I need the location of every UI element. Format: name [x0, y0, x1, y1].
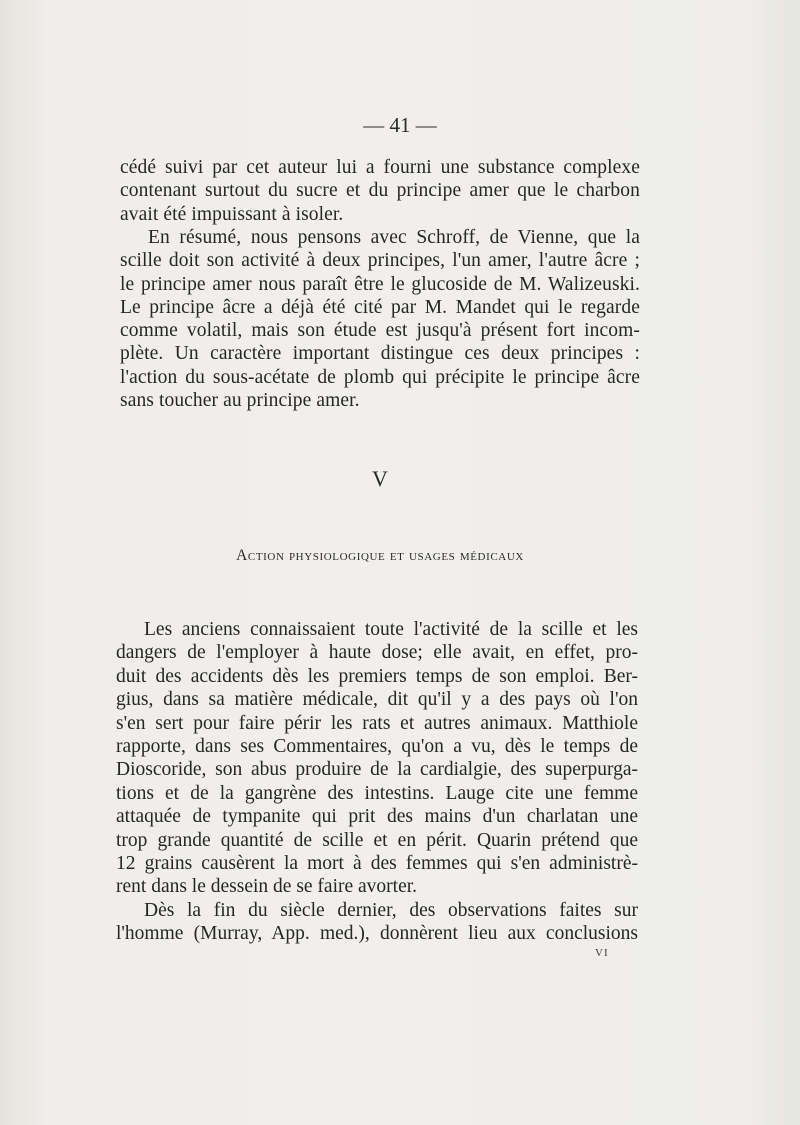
text-line: dangers de l'employer à haute dose; elle avait, en effet, pro-	[116, 642, 638, 664]
text-line: duit des accidents dès les premiers temps de son emploi. Ber-	[116, 665, 638, 687]
text-line: scille doit son activité à deux principes, l'un amer, l'autre âcre ;	[120, 250, 640, 272]
section-title: Action physiologique et usages médicaux	[236, 547, 524, 564]
text-line: 12 grains causèrent la mort à des femmes qui s'en administrè-	[116, 852, 638, 874]
signature-mark: VI	[595, 947, 609, 959]
text-line: attaquée de tympanite qui prit des mains d'un charlatan une	[116, 806, 638, 828]
text-line: tions et de la gangrène des intestins. Lauge cite une femme	[116, 782, 638, 804]
body-text	[116, 618, 638, 945]
text-line: le principe amer nous paraît être le glucoside de M. Walizeuski.	[120, 273, 640, 295]
text-line: cédé suivi par cet auteur lui a fourni une substance complexe	[120, 157, 640, 178]
text-line: Le principe âcre a déjà été cité par M. Mandet qui le regarde	[120, 296, 640, 318]
text-line: comme volatil, mais son étude est jusqu'à présent fort incom-	[120, 320, 640, 342]
text-line: gius, dans sa matière médicale, dit qu'il y a des pays où l'on	[116, 689, 638, 711]
text-line: sans toucher au principe amer.	[120, 390, 360, 412]
summary-paragraph	[120, 226, 640, 412]
text-line: rapporte, dans ses Commentaires, qu'on a vu, dès le temps de	[116, 735, 638, 757]
text-line: Dès la fin du siècle dernier, des observations faites sur	[144, 899, 638, 921]
text-line: En résumé, nous pensons avec Schroff, de Vienne, que la	[148, 227, 640, 248]
text-line: Les anciens connaissaient toute l'activité de la scille et les	[144, 619, 638, 640]
section-numeral: V	[372, 466, 388, 491]
page-number: — 41 —	[363, 113, 437, 137]
text-line: rent dans le dessein de se faire avorter.	[116, 876, 418, 898]
continuation-paragraph	[120, 156, 640, 226]
text-line: trop grande quantité de scille et en périt. Quarin prétend que	[116, 829, 638, 851]
text-line: contenant surtout du sucre et du principe amer que le charbon	[120, 180, 640, 202]
text-line: l'action du sous-acétate de plomb qui précipite le principe âcre	[120, 366, 640, 388]
text-line: plète. Un caractère important distingue ces deux principes :	[120, 343, 640, 365]
text-line: l'homme (Murray, App. med.), donnèrent lieu aux conclusions	[116, 923, 638, 945]
text-line: avait été impuissant à isoler.	[120, 203, 344, 225]
text-line: s'en sert pour faire périr les rats et autres animaux. Matthiole	[116, 712, 638, 734]
text-line: Dioscoride, son abus produire de la cardialgie, des superpurga-	[116, 759, 638, 781]
